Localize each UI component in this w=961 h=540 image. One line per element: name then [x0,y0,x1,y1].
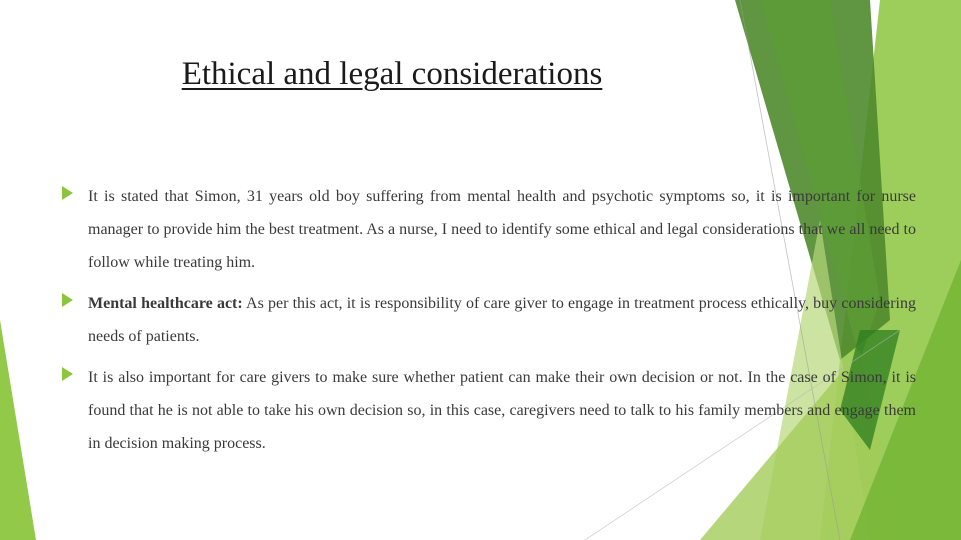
bullet-item [60,180,916,279]
bullet-lead: Mental healthcare act: [88,295,243,312]
bullet-body: As per this act, it is responsibility of care giver to engage in treatment process ethically, buy considering needs of patients. [88,295,916,345]
bullet-text [88,180,916,279]
bullet-list [60,180,916,468]
bullet-text [88,361,916,460]
bullet-text [88,287,916,353]
triangle-right-icon [62,186,73,200]
bullet-body: It is stated that Simon, 31 years old boy suffering from mental health and psychotic symptoms so, it is important for nurse manager to provide him the best treatment. As a nurse, I need to identify some ethical and legal considerations that we all need to follow while treating him. [88,188,916,271]
bullet-body: It is also important for care givers to make sure whether patient can make their own decision or not. In the case of Simon, it is found that he is not able to take his own decision so, in this case, caregivers need to talk to his family members and engage them in decision making process. [88,369,916,452]
bullet-item [60,361,916,460]
slide-title: Ethical and legal considerations [181,56,603,92]
triangle-right-icon [62,293,73,307]
triangle-right-icon [62,367,73,381]
bullet-item [60,287,916,353]
